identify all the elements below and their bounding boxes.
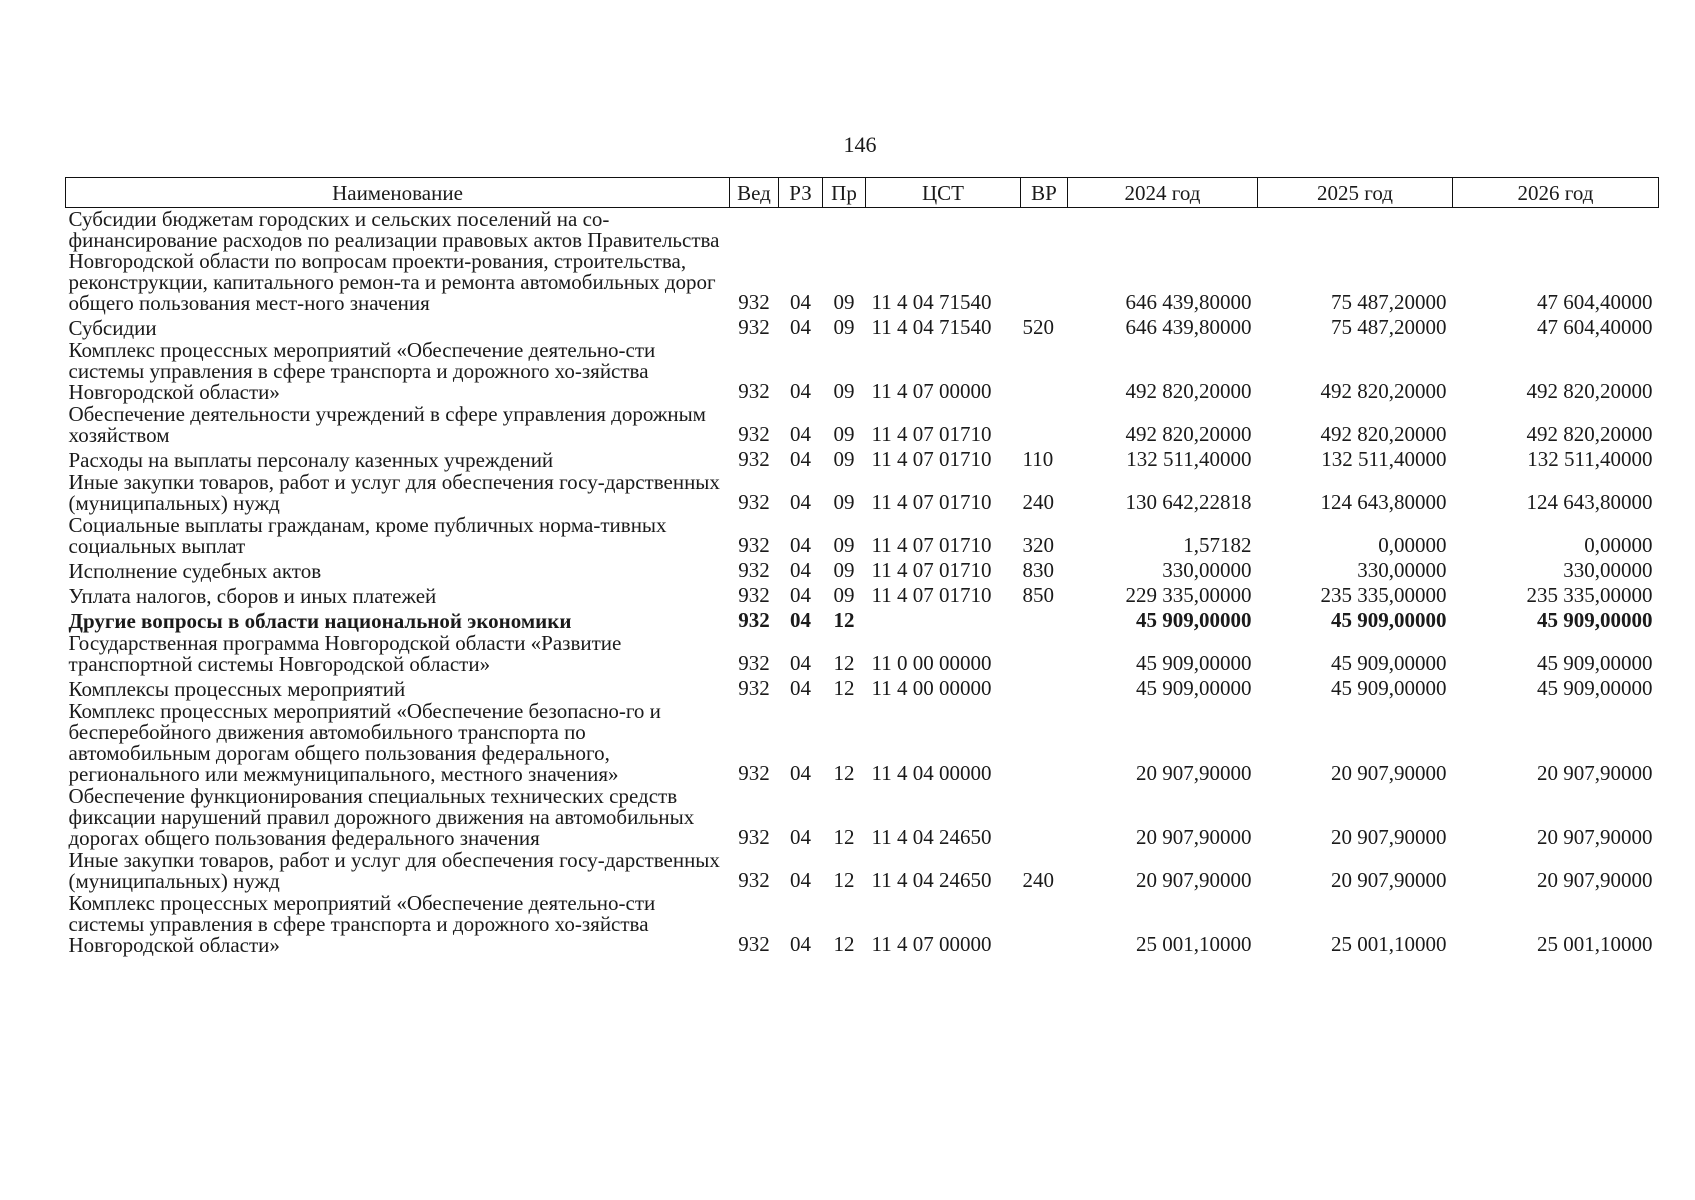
row-amount-2026: 20 907,90000 (1537, 761, 1653, 785)
row-amount-2026: 25 001,10000 (1537, 932, 1653, 956)
row-vr (1021, 785, 1068, 849)
row-amount-2024: 1,57182 (1183, 533, 1252, 557)
table-row (66, 632, 1659, 675)
row-cst: 11 4 07 01710 (871, 490, 992, 514)
row-amount-2024: 20 907,90000 (1136, 761, 1252, 785)
table-row (66, 700, 1659, 785)
header-ved: Вед (730, 178, 779, 208)
row-ved: 932 (738, 932, 770, 956)
table-row (66, 403, 1659, 446)
table-body (66, 208, 1659, 957)
row-amount-2025: 235 335,00000 (1320, 583, 1447, 607)
row-rz: 04 (790, 825, 811, 849)
row-vr (1021, 339, 1068, 403)
row-ved: 932 (738, 868, 770, 892)
row-amount-2024: 20 907,90000 (1136, 825, 1252, 849)
row-vr: 110 (1022, 447, 1054, 471)
row-vr (1021, 208, 1068, 315)
row-amount-2025: 20 907,90000 (1331, 761, 1447, 785)
row-pr: 09 (833, 315, 855, 339)
header-name: Наименование (66, 178, 730, 208)
row-vr (1021, 403, 1068, 446)
header-2024: 2024 год (1068, 178, 1258, 208)
row-vr: 850 (1022, 583, 1054, 607)
row-amount-2025: 20 907,90000 (1331, 868, 1447, 892)
row-amount-2024: 130 642,22818 (1125, 490, 1252, 514)
row-amount-2026: 235 335,00000 (1526, 583, 1653, 607)
row-amount-2024: 45 909,00000 (1136, 676, 1252, 700)
table-row (66, 208, 1659, 315)
row-ved: 932 (738, 422, 770, 446)
row-amount-2025: 75 487,20000 (1331, 315, 1447, 339)
row-name: Иные закупки товаров, работ и услуг для обеспечения госу-дарственных (муниципальных) нужд (68, 470, 720, 515)
row-name: Обеспечение функционирования специальных технических средств фиксации нарушений правил дорожного движения на автомобильных дорогах общего пользования федерального значения (68, 784, 695, 850)
row-ved: 932 (738, 825, 770, 849)
page-number: 146 (843, 132, 877, 157)
header-pr: Пр (823, 178, 866, 208)
row-amount-2025: 45 909,00000 (1331, 651, 1447, 675)
row-amount-2024: 45 909,00000 (1136, 651, 1252, 675)
row-name: Расходы на выплаты персоналу казенных учреждений (68, 448, 554, 472)
row-rz: 04 (790, 651, 811, 675)
row-cst: 11 4 07 01710 (871, 447, 992, 471)
row-name: Обеспечение деятельности учреждений в сфере управления дорожным хозяйством (68, 402, 706, 447)
table-header (66, 178, 1659, 208)
row-rz: 04 (790, 608, 811, 632)
row-vr: 320 (1022, 533, 1054, 557)
row-pr: 09 (833, 533, 855, 557)
row-ved: 932 (738, 761, 770, 785)
row-cst: 11 0 00 00000 (871, 651, 992, 675)
row-rz: 04 (790, 490, 811, 514)
row-amount-2025: 20 907,90000 (1331, 825, 1447, 849)
row-amount-2026: 492 820,20000 (1526, 422, 1653, 446)
row-ved: 932 (738, 379, 770, 403)
row-cst (866, 607, 1021, 632)
row-name: Другие вопросы в области национальной экономики (68, 609, 572, 633)
row-ved: 932 (738, 608, 770, 632)
row-rz: 04 (790, 533, 811, 557)
row-pr: 12 (833, 825, 855, 849)
header-2025: 2025 год (1258, 178, 1453, 208)
row-amount-2026: 45 909,00000 (1537, 651, 1653, 675)
row-amount-2024: 646 439,80000 (1125, 315, 1252, 339)
row-cst: 11 4 00 00000 (871, 676, 992, 700)
row-pr: 09 (833, 583, 855, 607)
row-rz: 04 (790, 676, 811, 700)
row-rz: 04 (790, 379, 811, 403)
row-amount-2026: 492 820,20000 (1526, 379, 1653, 403)
row-cst: 11 4 07 01710 (871, 558, 992, 582)
row-vr: 240 (1022, 490, 1054, 514)
table-row (66, 582, 1659, 607)
row-amount-2024: 20 907,90000 (1136, 868, 1252, 892)
row-cst: 11 4 04 71540 (871, 290, 992, 314)
table-row (66, 514, 1659, 557)
row-ved: 932 (738, 676, 770, 700)
row-amount-2025: 132 511,40000 (1321, 447, 1447, 471)
row-cst: 11 4 04 00000 (871, 761, 992, 785)
row-amount-2024: 229 335,00000 (1125, 583, 1252, 607)
row-rz: 04 (790, 868, 811, 892)
row-rz: 04 (790, 558, 811, 582)
row-ved: 932 (738, 583, 770, 607)
header-cst: ЦСТ (866, 178, 1021, 208)
row-cst: 11 4 04 24650 (871, 825, 992, 849)
table-row (66, 446, 1659, 471)
table-row (66, 314, 1659, 339)
row-cst: 11 4 07 00000 (871, 932, 992, 956)
row-amount-2026: 20 907,90000 (1537, 868, 1653, 892)
row-cst: 11 4 07 00000 (871, 379, 992, 403)
row-ved: 932 (738, 315, 770, 339)
row-ved: 932 (738, 290, 770, 314)
row-name: Комплекс процессных мероприятий «Обеспечение деятельно-сти системы управления в сфере транспорта и дорожного хо-зяйства Новгородской области» (68, 338, 656, 404)
row-pr: 12 (833, 608, 855, 632)
row-ved: 932 (738, 490, 770, 514)
row-vr (1021, 632, 1068, 675)
row-rz: 04 (790, 447, 811, 471)
row-pr: 09 (833, 290, 855, 314)
row-ved: 932 (738, 651, 770, 675)
row-name: Социальные выплаты гражданам, кроме публичных норма-тивных социальных выплат (68, 513, 667, 558)
row-pr: 09 (833, 422, 855, 446)
table-row (66, 892, 1659, 956)
row-amount-2025: 45 909,00000 (1331, 676, 1447, 700)
row-rz: 04 (790, 290, 811, 314)
row-amount-2026: 124 643,80000 (1526, 490, 1653, 514)
header-row (66, 178, 1659, 208)
row-vr (1021, 892, 1068, 956)
row-name: Комплекс процессных мероприятий «Обеспечение деятельно-сти системы управления в сфере транспорта и дорожного хо-зяйства Новгородской области» (68, 891, 656, 957)
budget-table (65, 177, 1659, 956)
row-amount-2025: 492 820,20000 (1320, 422, 1447, 446)
row-name: Государственная программа Новгородской области «Развитие транспортной системы Новгородской области» (68, 631, 622, 676)
row-ved: 932 (738, 447, 770, 471)
row-amount-2024: 25 001,10000 (1136, 932, 1252, 956)
table-row (66, 849, 1659, 892)
row-pr: 12 (833, 761, 855, 785)
row-amount-2025: 330,00000 (1357, 558, 1447, 582)
row-name: Уплата налогов, сборов и иных платежей (68, 584, 437, 608)
row-amount-2026: 132 511,40000 (1527, 447, 1653, 471)
row-amount-2024: 330,00000 (1162, 558, 1252, 582)
row-vr: 240 (1022, 868, 1054, 892)
row-vr: 830 (1022, 558, 1054, 582)
row-amount-2026: 20 907,90000 (1537, 825, 1653, 849)
row-pr: 09 (833, 379, 855, 403)
row-vr (1021, 700, 1068, 785)
row-pr: 09 (833, 447, 855, 471)
row-name: Исполнение судебных актов (68, 559, 322, 583)
table-row (66, 607, 1659, 632)
row-pr: 12 (833, 868, 855, 892)
row-cst: 11 4 04 71540 (871, 315, 992, 339)
row-ved: 932 (738, 533, 770, 557)
row-amount-2025: 0,00000 (1378, 533, 1447, 557)
row-cst: 11 4 07 01710 (871, 422, 992, 446)
row-amount-2024: 492 820,20000 (1125, 422, 1252, 446)
row-amount-2024: 132 511,40000 (1126, 447, 1252, 471)
row-pr: 12 (833, 932, 855, 956)
row-name: Комплексы процессных мероприятий (68, 677, 406, 701)
row-amount-2026: 47 604,40000 (1537, 315, 1653, 339)
header-2026: 2026 год (1453, 178, 1659, 208)
row-amount-2026: 47 604,40000 (1537, 290, 1653, 314)
row-amount-2024: 646 439,80000 (1125, 290, 1252, 314)
row-cst: 11 4 07 01710 (871, 583, 992, 607)
row-pr: 12 (833, 651, 855, 675)
table-row (66, 785, 1659, 849)
row-amount-2026: 45 909,00000 (1537, 608, 1653, 632)
row-amount-2026: 0,00000 (1584, 533, 1653, 557)
row-rz: 04 (790, 932, 811, 956)
row-pr: 09 (833, 490, 855, 514)
row-rz: 04 (790, 761, 811, 785)
row-vr (1021, 607, 1068, 632)
row-name: Иные закупки товаров, работ и услуг для обеспечения госу-дарственных (муниципальных) нужд (68, 848, 720, 893)
table-row (66, 675, 1659, 700)
row-amount-2025: 124 643,80000 (1320, 490, 1447, 514)
row-name: Субсидии (68, 316, 157, 340)
row-amount-2025: 45 909,00000 (1331, 608, 1447, 632)
row-cst: 11 4 07 01710 (871, 533, 992, 557)
table-row (66, 339, 1659, 403)
row-amount-2025: 75 487,20000 (1331, 290, 1447, 314)
row-pr: 12 (833, 676, 855, 700)
row-name: Субсидии бюджетам городских и сельских поселений на со-финансирование расходов по реализации правовых актов Правительства Новгородской области по вопросам проекти-рования, строительства, реконструкции, капитального ремон-та и ремонта автомобильных дорог общего пользования мест-ного значения (68, 207, 720, 315)
row-amount-2026: 330,00000 (1563, 558, 1653, 582)
row-rz: 04 (790, 583, 811, 607)
header-rz: РЗ (779, 178, 823, 208)
row-ved: 932 (738, 558, 770, 582)
row-amount-2024: 45 909,00000 (1136, 608, 1252, 632)
table-row (66, 557, 1659, 582)
row-rz: 04 (790, 422, 811, 446)
row-name: Комплекс процессных мероприятий «Обеспечение безопасно-го и бесперебойного движения автомобильного транспорта по автомобильным дорогам общего пользования федерального, регионального или межмуниципального, местного значения» (68, 699, 661, 786)
row-vr: 520 (1022, 315, 1054, 339)
row-vr (1021, 675, 1068, 700)
row-rz: 04 (790, 315, 811, 339)
row-amount-2025: 492 820,20000 (1320, 379, 1447, 403)
row-amount-2025: 25 001,10000 (1331, 932, 1447, 956)
row-amount-2026: 45 909,00000 (1537, 676, 1653, 700)
row-amount-2024: 492 820,20000 (1125, 379, 1252, 403)
row-cst: 11 4 04 24650 (871, 868, 992, 892)
header-vr: ВР (1021, 178, 1068, 208)
table-row (66, 471, 1659, 514)
row-pr: 09 (833, 558, 855, 582)
